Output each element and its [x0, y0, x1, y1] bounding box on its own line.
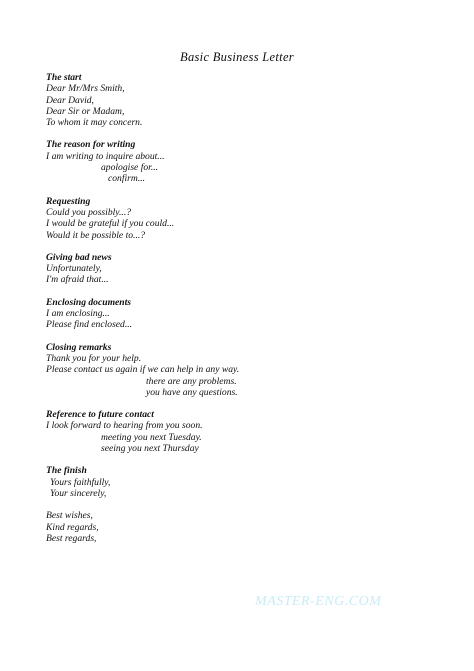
phrase-line: I am writing to inquire about...: [46, 150, 165, 162]
phrase-line: I look forward to hearing from you soon.: [46, 420, 203, 432]
phrase-line: Kind regards,: [46, 521, 99, 533]
phrase-line: meeting you next Tuesday.: [101, 431, 202, 443]
section-heading: The finish: [46, 465, 87, 477]
section-heading: The reason for writing: [46, 139, 136, 151]
phrase-line: Best wishes,: [46, 510, 93, 522]
section-heading: Enclosing documents: [46, 296, 132, 308]
phrase-line: I am enclosing...: [46, 308, 110, 320]
letter-phrases: [46, 72, 446, 555]
phrase-line: Please find enclosed...: [46, 319, 133, 331]
section-future-contact: [46, 409, 446, 454]
phrase-line: Dear Mr/Mrs Smith,: [46, 83, 125, 95]
phrase-line: Dear Sir or Madam,: [46, 105, 125, 117]
phrase-line: there are any problems.: [146, 375, 237, 387]
phrase-line: Your sincerely,: [50, 487, 107, 499]
watermark: MASTER-ENG.COM: [255, 594, 382, 609]
phrase-line: I would be grateful if you could...: [46, 218, 175, 230]
phrase-line: Could you possibly...?: [46, 206, 132, 218]
section-heading: Reference to future contact: [46, 409, 154, 421]
section-heading: Closing remarks: [46, 341, 112, 353]
section-heading: Giving bad news: [46, 251, 112, 263]
page-title: Basic Business Letter: [180, 50, 294, 64]
phrase-line: Dear David,: [46, 94, 94, 106]
phrase-line: Thank you for your help.: [46, 352, 142, 364]
section-the-start: [46, 72, 446, 128]
phrase-line: Please contact us again if we can help in any way.: [46, 364, 240, 376]
phrase-line: apologise for...: [101, 162, 159, 174]
section-the-finish: [46, 465, 446, 499]
section-requesting: [46, 196, 446, 241]
phrase-line: Best regards,: [46, 532, 97, 544]
section-reason-for-writing: [46, 139, 446, 184]
section-enclosing-documents: [46, 297, 446, 331]
phrase-line: confirm...: [108, 173, 146, 185]
section-heading: The start: [46, 72, 82, 83]
section-heading: Requesting: [46, 195, 91, 207]
phrase-line: Unfortunately,: [46, 263, 102, 275]
phrase-line: seeing you next Thursday: [101, 443, 199, 455]
phrase-line: you have any questions.: [146, 386, 238, 398]
phrase-line: Yours faithfully,: [50, 476, 111, 488]
phrase-line: Would it be possible to...?: [46, 229, 146, 241]
section-sign-offs: [46, 510, 446, 544]
phrase-line: To whom it may concern.: [46, 117, 143, 129]
phrase-line: I'm afraid that...: [46, 274, 109, 286]
section-giving-bad-news: [46, 252, 446, 286]
section-closing-remarks: [46, 342, 446, 398]
